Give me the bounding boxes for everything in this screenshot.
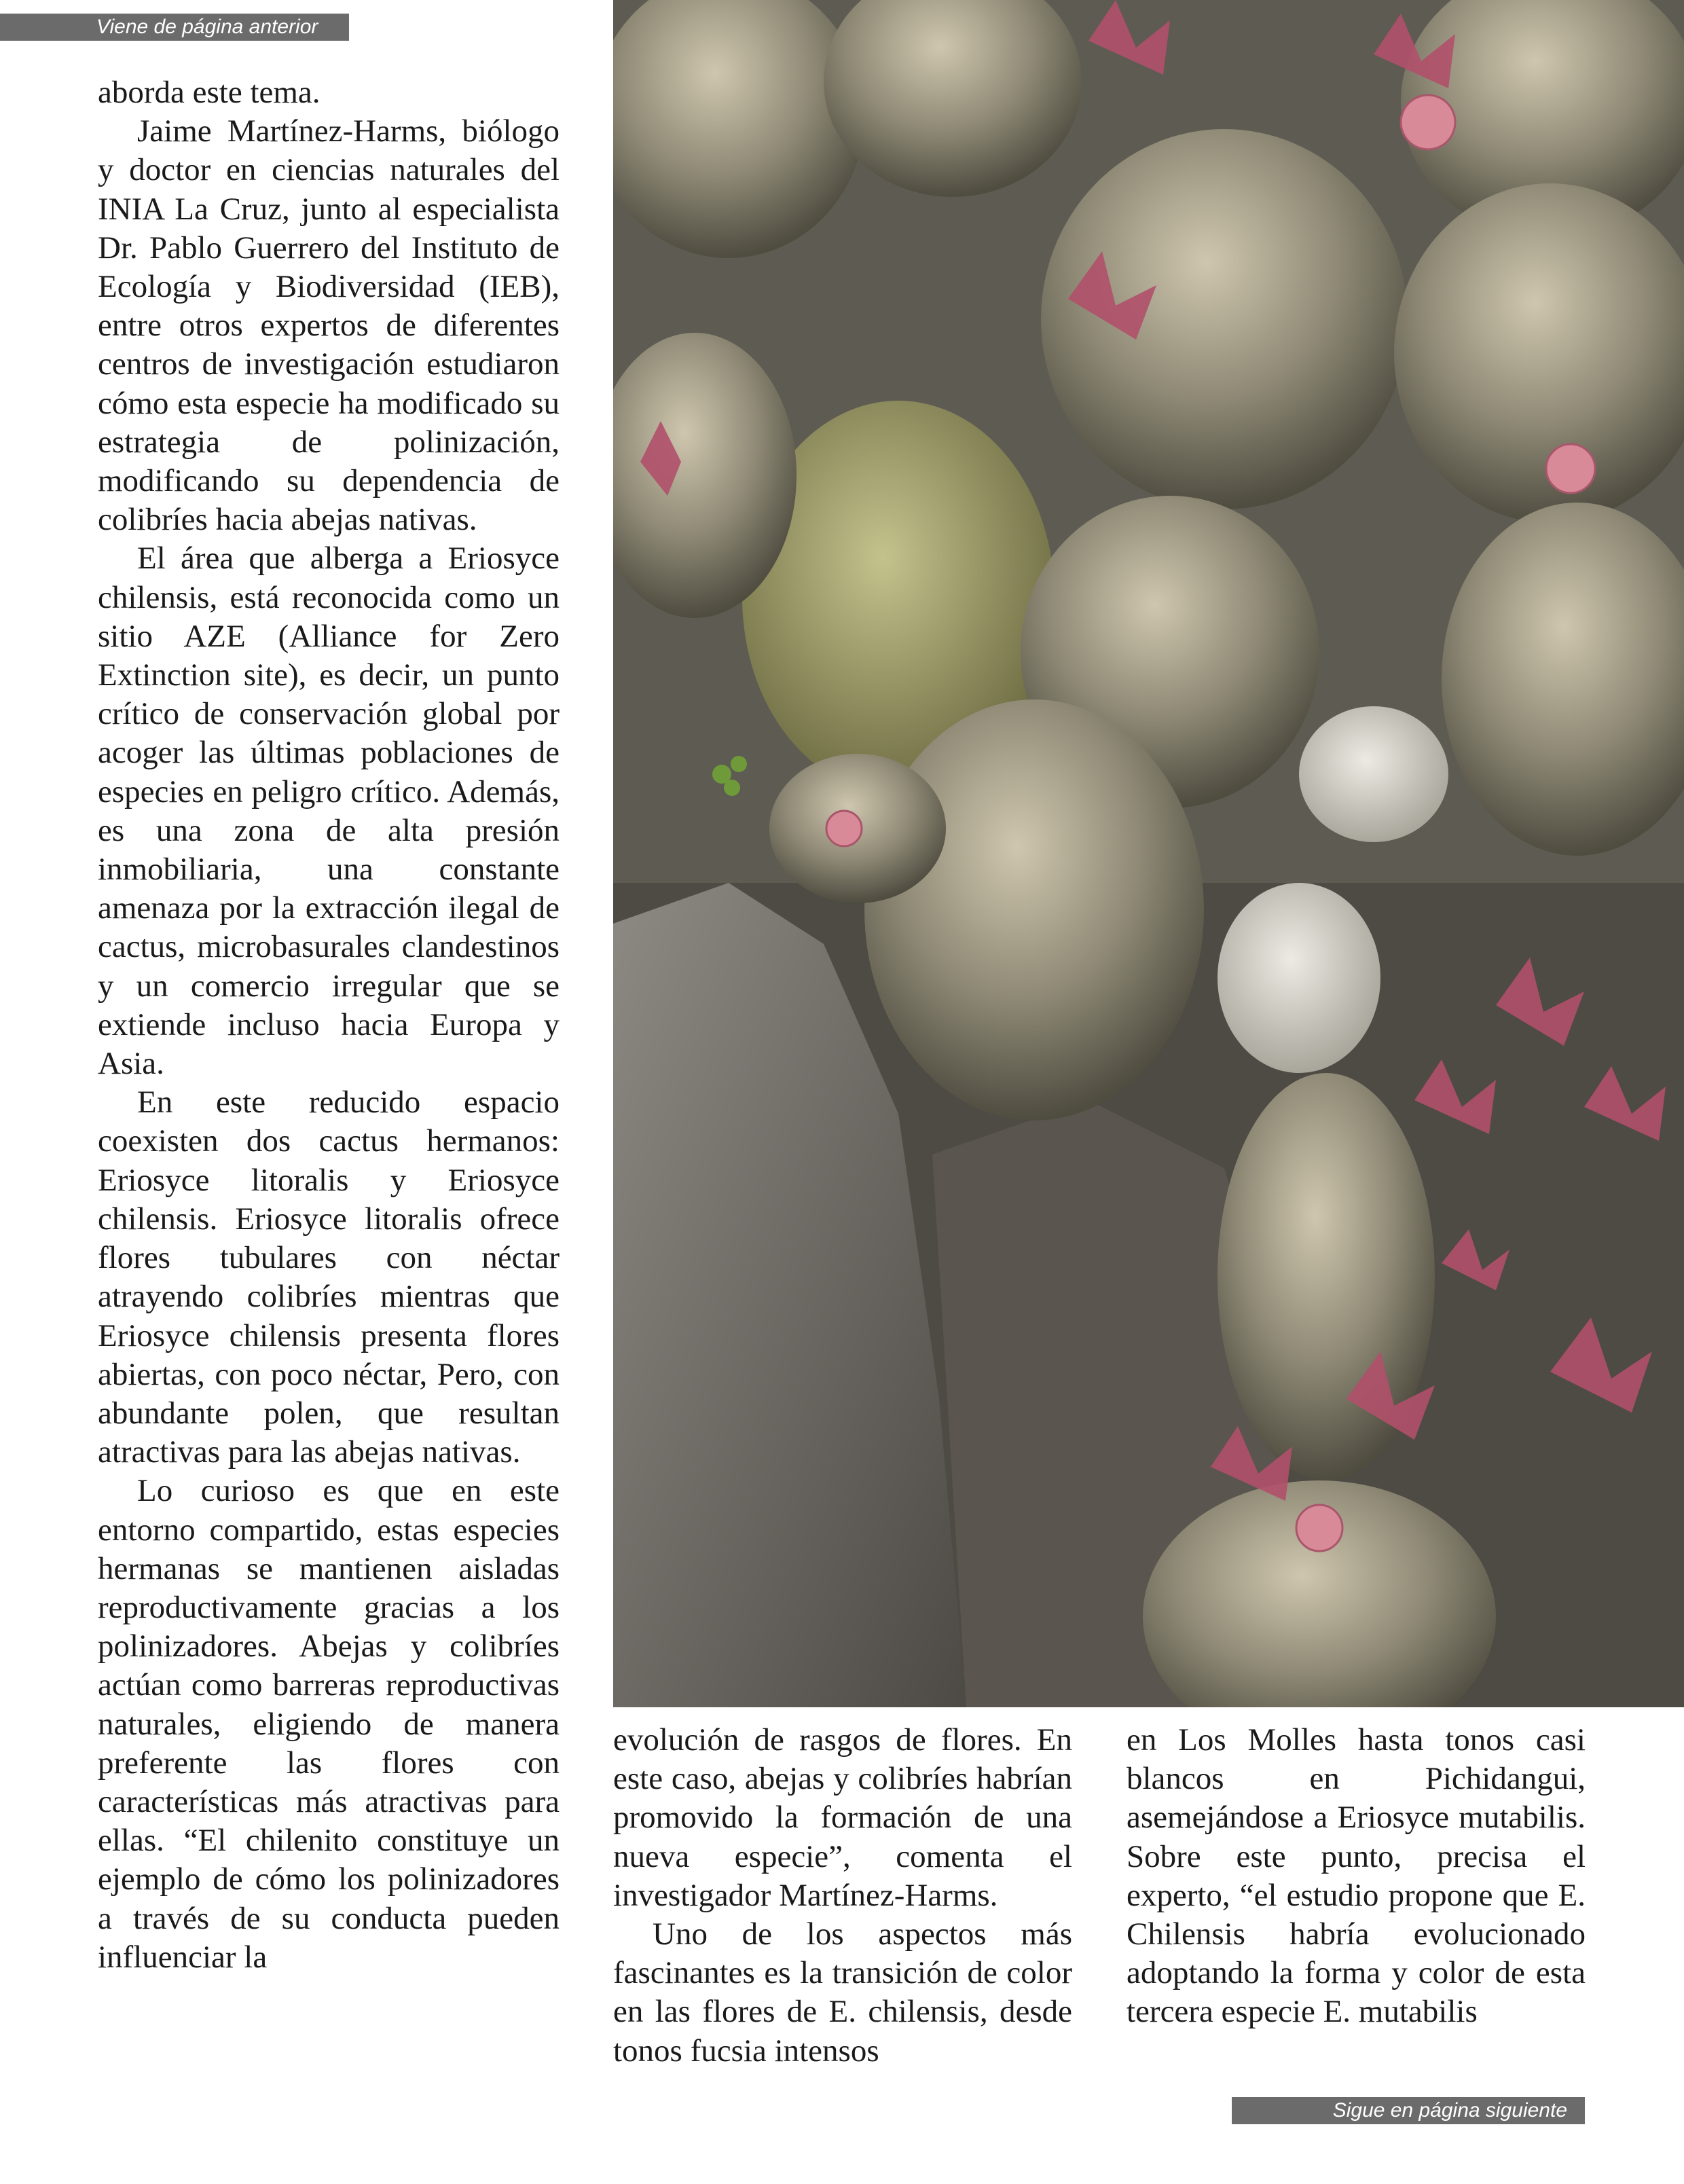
paragraph: en Los Molles hasta tonos casi blancos en Pichidangui, asemejándose a Eriosyce mutabilis. Sobre este punto, precisa el experto, “el estudio propone que E. Chilensis habría evolucionado adoptando la forma y color de esta tercera especie E. mutabilis bbox=[1127, 1722, 1586, 2030]
continued-from-previous-page-tag: Viene de página anterior bbox=[0, 14, 349, 41]
paragraph: Lo curioso es que en este entorno compartido, estas especies hermanas se mantienen aisladas reproductivamente gracias a los polinizadores. Abejas y colibríes actúan como barreras reproductivas naturales, eligiendo de manera preferente las flores con características más atractivas para ellas. “El chilenito constituye un ejemplo de cómo los polinizadores a través de su conducta pueden influenciar la bbox=[98, 1473, 560, 1975]
article-column-middle bbox=[613, 1721, 1072, 2071]
article-column-left bbox=[98, 73, 560, 1977]
paragraph: Jaime Martínez-Harms, biólogo y doctor en ciencias naturales del INIA La Cruz, junto al especialista Dr. Pablo Guerrero del Instituto de Ecología y Biodiversidad (IEB), entre otros expertos de diferentes centros de investigación estudiaron cómo esta especie ha modificado su estrategia de polinización, modificando su dependencia de colibríes hacia abejas nativas. bbox=[98, 113, 560, 538]
paragraph: aborda este tema. bbox=[98, 75, 321, 110]
paragraph: evolución de rasgos de flores. En este caso, abejas y colibríes habrían promovido la formación de una nueva especie”, comenta el investigador Martínez-Harms. bbox=[613, 1722, 1072, 1913]
article-column-right bbox=[1127, 1721, 1586, 2032]
cactus-photo bbox=[613, 0, 1684, 1707]
paragraph: Uno de los aspectos más fascinantes es la transición de color en las flores de E. chilensis, desde tonos fucsia intensos bbox=[613, 1916, 1072, 2069]
paragraph: El área que alberga a Eriosyce chilensis, está reconocida como un sitio AZE (Alliance for Zero Extinction site), es decir, un punto crítico de conservación global por acoger las últimas poblaciones de especies en peligro crítico. Además, es una zona de alta presión inmobiliaria, una constante amenaza por la extracción ilegal de cactus, microbasurales clandestinos y un comercio irregular que se extiende incluso hacia Europa y Asia. bbox=[98, 541, 560, 1082]
paragraph: En este reducido espacio coexisten dos cactus hermanos: Eriosyce litoralis y Eriosyce chilensis. Eriosyce litoralis ofrece flores tubulares con néctar atrayendo colibríes mientras que Eriosyce chilensis presenta flores abiertas, con poco néctar, Pero, con abundante polen, que resultan atractivas para las abejas nativas. bbox=[98, 1085, 560, 1470]
cactus-photo-illustration bbox=[613, 0, 1684, 1707]
continued-on-next-page-tag: Sigue en página siguiente bbox=[1232, 2097, 1585, 2124]
